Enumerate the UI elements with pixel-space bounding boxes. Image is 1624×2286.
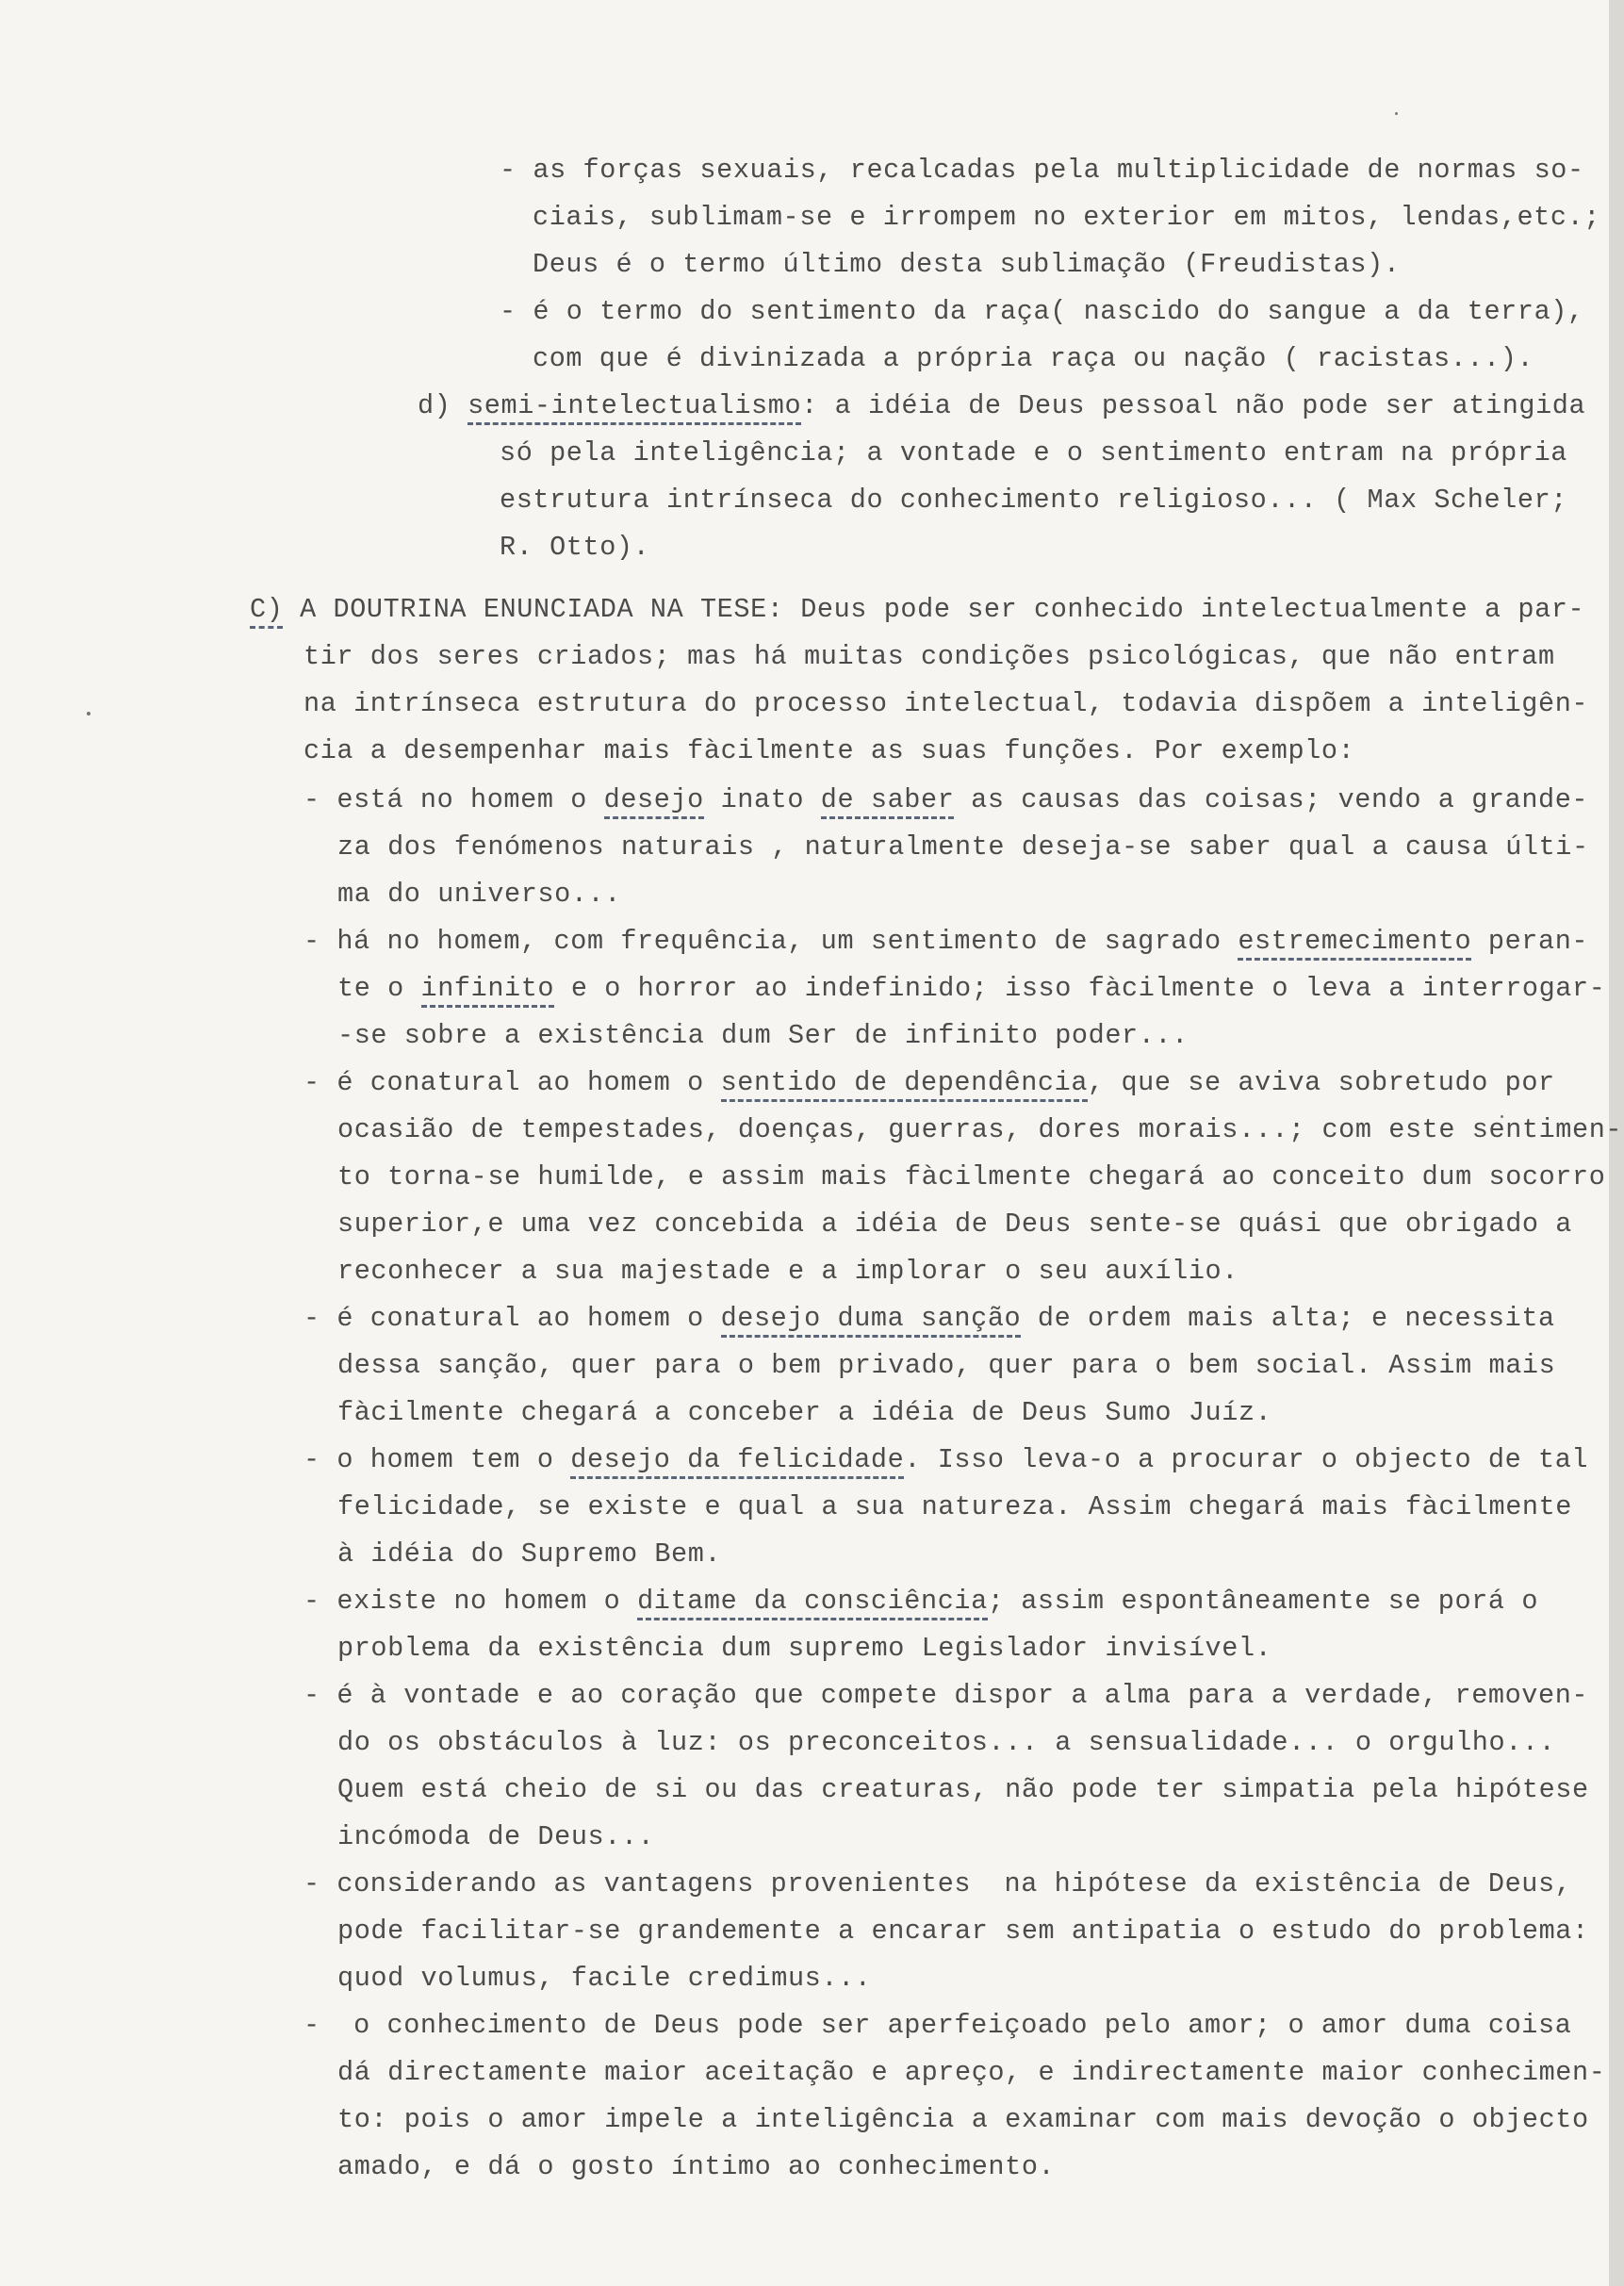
text-line: na intrínseca estrutura do processo intelectual, todavia dispõem a inteligên- <box>303 688 1589 719</box>
text-segment: - está no homem o <box>303 784 604 815</box>
underlined-term: desejo duma sanção <box>721 1303 1022 1338</box>
text-segment: peran- <box>1471 926 1589 957</box>
text-line: com que é divinizada a própria raça ou nação ( racistas...). <box>533 343 1534 374</box>
text-line <box>303 1303 1555 1335</box>
text-line: - é o termo do sentimento da raça( nascido do sangue a da terra), <box>500 296 1584 327</box>
text-line: za dos fenómenos naturais , naturalmente deseja-se saber qual a causa últi- <box>337 831 1589 863</box>
section-heading-line <box>250 594 1584 626</box>
text-line <box>303 784 1588 816</box>
text-segment: ; assim espontâneamente se porá o <box>987 1586 1539 1617</box>
text-line: dessa sanção, quer para o bem privado, quer para o bem social. Assim mais <box>337 1350 1556 1381</box>
text-segment: as causas das coisas; vendo a grande- <box>954 784 1589 815</box>
paper-mark <box>87 712 90 715</box>
text-line: ocasião de tempestades, doenças, guerras, dores morais...; com este sentimen- <box>337 1114 1623 1145</box>
text-segment: e o horror ao indefinido; isso fàcilmente o leva a interrogar- <box>554 973 1606 1004</box>
text-line: cia a desempenhar mais fàcilmente as suas funções. Por exemplo: <box>303 735 1355 766</box>
text-line <box>303 1586 1538 1618</box>
text-line: - o conhecimento de Deus pode ser aperfeiçoado pelo amor; o amor duma coisa <box>303 2010 1572 2041</box>
text-line: amado, e dá o gosto íntimo ao conhecimento. <box>337 2151 1056 2182</box>
text-line: - é à vontade e ao coração que compete dispor a alma para a verdade, removen- <box>303 1680 1589 1711</box>
text-segment: de ordem mais alta; e necessita <box>1021 1303 1555 1334</box>
text-line: reconhecer a sua majestade e a implorar o seu auxílio. <box>337 1256 1239 1287</box>
text-line: superior,e uma vez concebida a idéia de Deus sente-se quási que obrigado a <box>337 1209 1573 1240</box>
text-line: problema da existência dum supremo Legislador invisível. <box>337 1633 1272 1664</box>
text-line <box>303 926 1588 958</box>
underlined-term: desejo da felicidade <box>570 1444 904 1479</box>
text-line: do os obstáculos à luz: os preconceitos... a sensualidade... o orgulho... <box>337 1727 1556 1758</box>
text-segment: - o homem tem o <box>303 1444 571 1475</box>
section-marker: C) <box>250 594 283 629</box>
text-line: - considerando as vantagens provenientes na hipótese da existência de Deus, <box>303 1868 1572 1900</box>
text-line: tir dos seres criados; mas há muitas condições psicológicas, que não entram <box>303 641 1555 672</box>
text-line: pode facilitar-se grandemente a encarar sem antipatia o estudo do problema: <box>337 1916 1589 1947</box>
text-line: ciais, sublimam-se e irrompem no exterior em mitos, lendas,etc.; <box>533 202 1600 233</box>
text-line: fàcilmente chegará a conceber a idéia de Deus Sumo Juíz. <box>337 1397 1272 1428</box>
text-line: incómoda de Deus... <box>337 1821 655 1852</box>
text-segment: - é conatural ao homem o <box>303 1303 721 1334</box>
text-line: Deus é o termo último desta sublimação (Freudistas). <box>533 249 1401 280</box>
text-line: dá directamente maior aceitação e apreço, e indirectamente maior conhecimen- <box>337 2057 1606 2088</box>
text-line: estrutura intrínseca do conhecimento religioso... ( Max Scheler; <box>500 485 1567 516</box>
text-segment: d) <box>418 390 468 421</box>
text-line <box>303 1444 1588 1476</box>
text-line: to torna-se humilde, e assim mais fàcilmente chegará ao conceito dum socorro <box>337 1161 1606 1192</box>
underlined-term: de saber <box>821 784 955 819</box>
text-segment: - há no homem, com frequência, um sentimento de sagrado <box>303 926 1239 957</box>
text-line <box>303 1067 1555 1099</box>
underlined-term: ditame da consciência <box>637 1586 988 1620</box>
text-line <box>418 390 1585 422</box>
underlined-term: estremecimento <box>1238 926 1471 961</box>
text-segment: : a idéia de Deus pessoal não pode ser atingida <box>801 390 1586 421</box>
underlined-term: infinito <box>421 973 555 1008</box>
text-segment: - é conatural ao homem o <box>303 1067 721 1098</box>
underlined-term: desejo <box>604 784 704 819</box>
text-segment: . Isso leva-o a procurar o objecto de tal <box>904 1444 1589 1475</box>
text-line: felicidade, se existe e qual a sua natureza. Assim chegará mais fàcilmente <box>337 1491 1573 1522</box>
text-segment: te o <box>337 973 421 1004</box>
text-line: Quem está cheio de si ou das creaturas, não pode ter simpatia pela hipótese <box>337 1774 1589 1805</box>
text-segment: - existe no homem o <box>303 1586 638 1617</box>
underlined-term: semi-intelectualismo <box>468 390 801 425</box>
text-line: - as forças sexuais, recalcadas pela multiplicidade de normas so- <box>500 155 1584 186</box>
text-line: to: pois o amor impele a inteligência a examinar com mais devoção o objecto <box>337 2104 1589 2135</box>
text-segment: , que se aviva sobretudo por <box>1088 1067 1555 1098</box>
text-line <box>337 973 1605 1005</box>
text-segment: inato <box>703 784 821 815</box>
underlined-term: sentido de dependência <box>721 1067 1088 1102</box>
text-segment: A DOUTRINA ENUNCIADA NA TESE: Deus pode ser conhecido intelectualmente a par- <box>283 594 1585 625</box>
text-line: R. Otto). <box>500 532 650 563</box>
paper-mark <box>1395 112 1398 115</box>
text-line: -se sobre a existência dum Ser de infinito poder... <box>337 1020 1189 1051</box>
text-line: ma do universo... <box>337 879 621 910</box>
text-line: à idéia do Supremo Bem. <box>337 1538 722 1570</box>
text-line: só pela inteligência; a vontade e o sentimento entram na própria <box>500 437 1567 469</box>
text-line: quod volumus, facile credimus... <box>337 1963 872 1994</box>
